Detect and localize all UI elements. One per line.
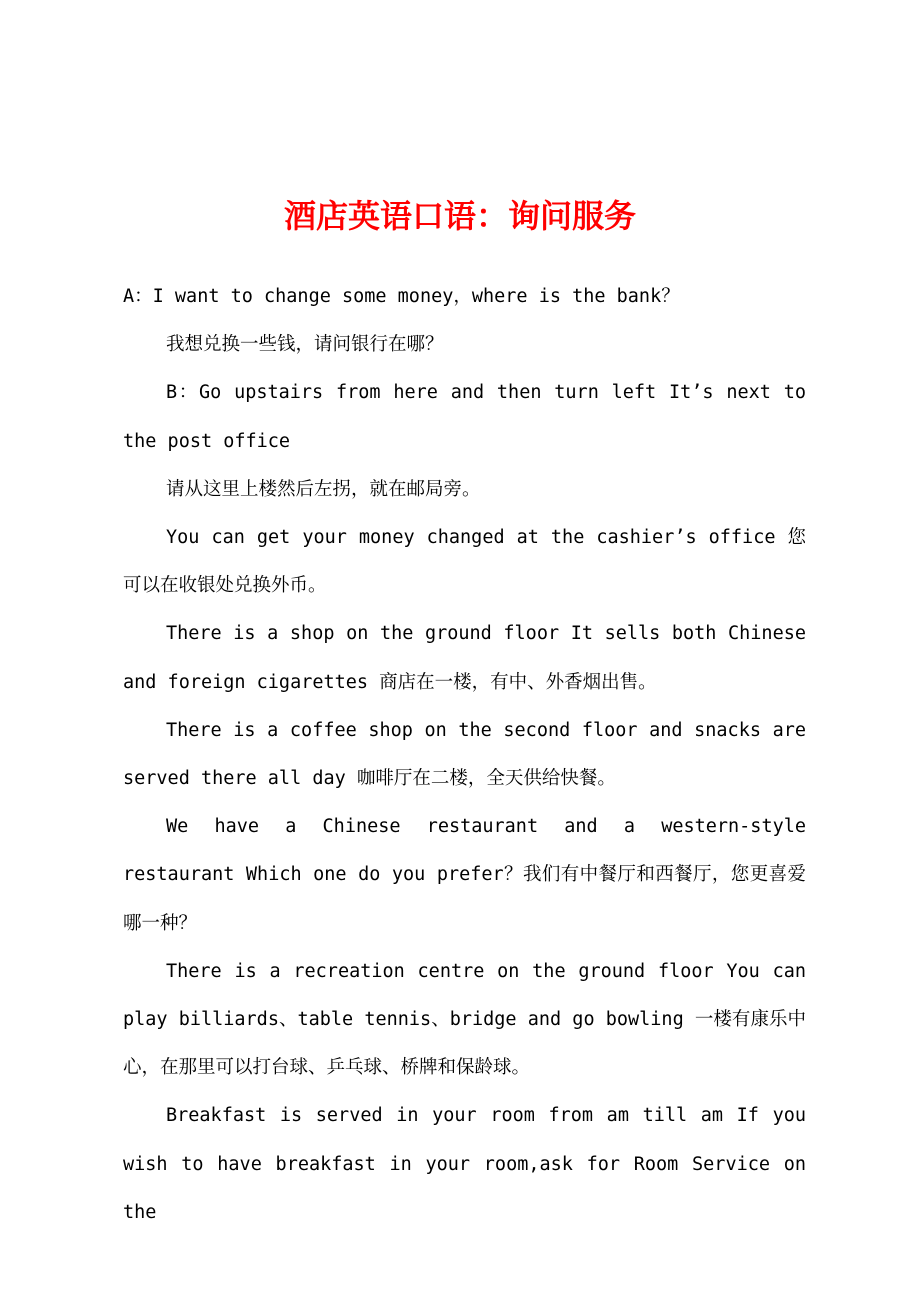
paragraph-question-a: A：I want to change some money，where is the bank？ [123,286,680,307]
paragraph-shop: There is a shop on the ground floor It sells both Chinese and foreign cigarettes 商店在一楼，有中、外香烟出售。 [123,623,806,693]
paragraph-breakfast: Breakfast is served in your room from am till am If you wish to have breakfast in your room,ask for Room Service on the [123,1105,806,1223]
document-title: 酒店英语口语：询问服务 [283,197,636,235]
paragraph-cashier: You can get your money changed at the cashier’s office 您可以在收银处兑换外币。 [123,527,806,597]
paragraph-answer-b-translation: 请从这里上楼然后左拐，就在邮局旁。 [166,478,481,500]
paragraph-answer-b: B：Go upstairs from here and then turn left It’s next to the post office [123,382,806,452]
paragraph-recreation-centre: There is a recreation centre on the ground floor You can play billiards、table tennis、bridge and go bowling 一楼有康乐中心，在那里可以打台球、乒乓球、桥牌和保龄球。 [123,960,806,1079]
document-body [123,273,806,1237]
paragraph-coffee-shop: There is a coffee shop on the second floor and snacks are served there all day 咖啡厅在二楼，全天供给快餐。 [123,719,806,790]
paragraph-question-a-translation: 我想兑换一些钱，请问银行在哪？ [166,334,444,356]
paragraph-restaurants: We have a Chinese restaurant and a western-style restaurant Which one do you prefer？我们有中餐厅和西餐厅，您更喜爱哪一种？ [123,816,806,934]
